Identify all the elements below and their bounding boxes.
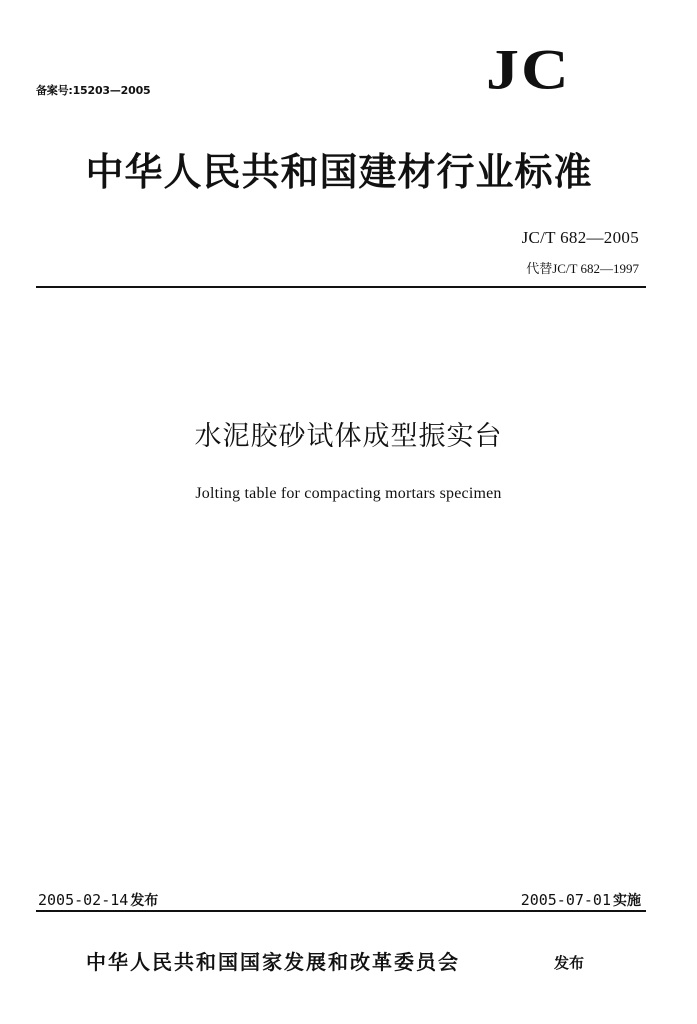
issue-label: 发布 xyxy=(130,893,159,909)
publisher: 中华人民共和国国家发展和改革委员会 xyxy=(86,950,460,974)
bottom-divider xyxy=(36,910,646,912)
implementation-date: 2005-07-01 xyxy=(520,891,611,909)
implementation-label: 实施 xyxy=(613,893,641,909)
issue-date: 2005-02-14 xyxy=(38,891,129,909)
document-title-en: Jolting table for compacting mortars specimen xyxy=(195,485,502,502)
standard-category-title: 中华人民共和国建材行业标准 xyxy=(85,149,593,194)
implementation-date-line xyxy=(521,890,641,910)
top-divider xyxy=(36,286,646,288)
issue-date-line xyxy=(38,890,158,910)
replaces-standard: 代替JC/T 682—1997 xyxy=(526,261,639,276)
document-title-cn: 水泥胶砂试体成型振实台 xyxy=(194,421,503,452)
publish-label: 发布 xyxy=(554,954,585,972)
jc-logo: JC xyxy=(486,38,571,102)
standard-number: JC/T 682—2005 xyxy=(521,228,639,247)
filing-number: 备案号:15203—2005 xyxy=(36,84,151,97)
